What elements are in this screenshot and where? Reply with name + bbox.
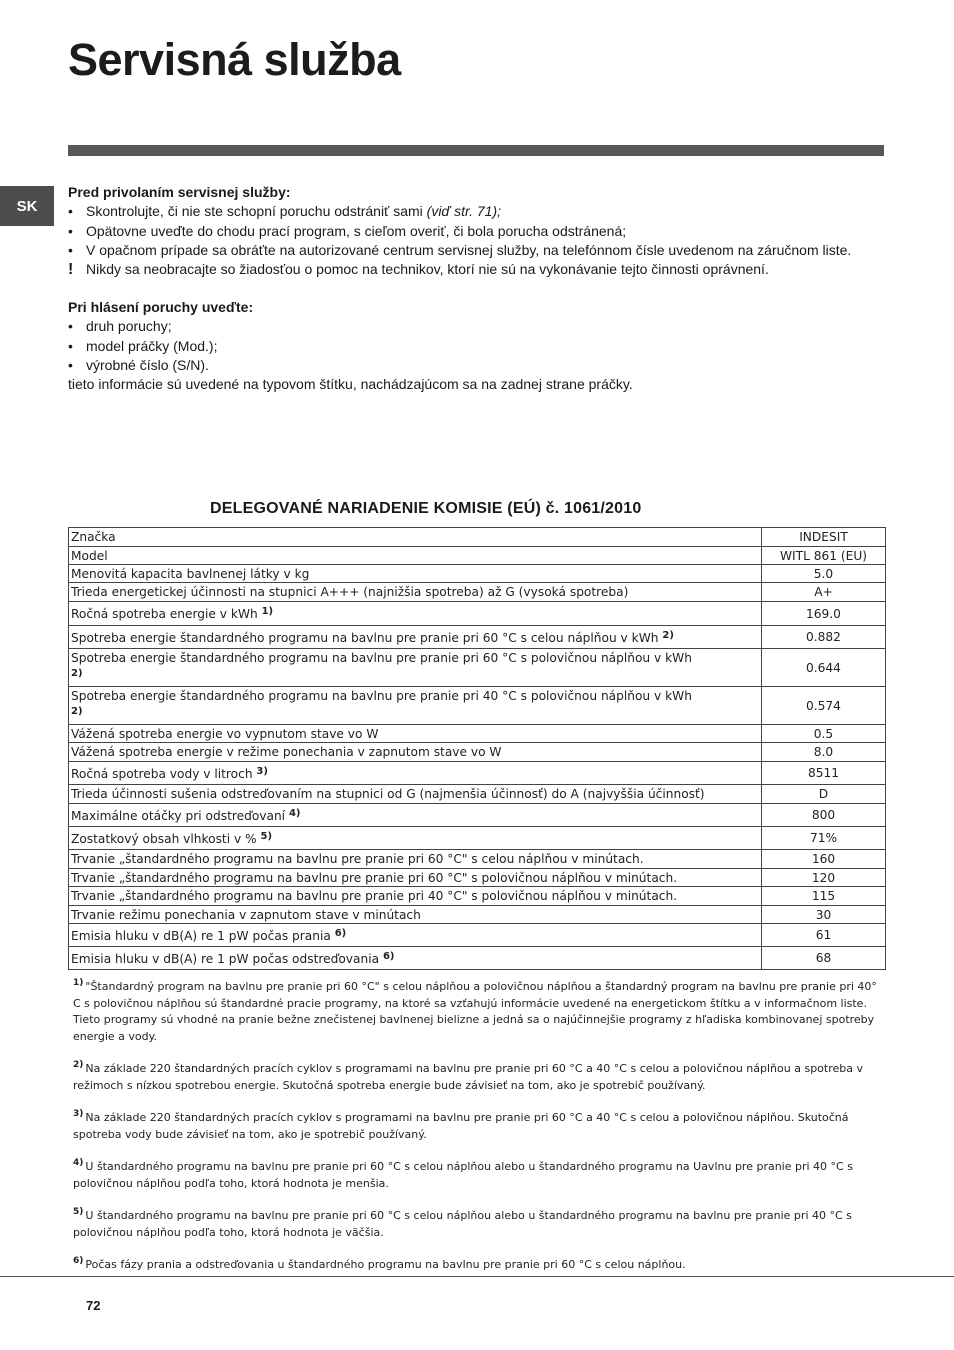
- row-label: Značka: [69, 528, 762, 547]
- list-item: • model práčky (Mod.);: [68, 337, 633, 356]
- table-row: [69, 565, 886, 583]
- warning-item: ! Nikdy sa neobracajte so žiadosťou o pomoc na technikov, ktorí nie sú na vykonávanie tejto činnosti oprávnení.: [68, 261, 769, 279]
- table-row: [69, 827, 886, 850]
- row-value: 68: [762, 947, 886, 970]
- footnote-mark: 2): [73, 1060, 84, 1070]
- page-title: Servisná služba: [68, 34, 401, 85]
- row-value: 169.0: [762, 602, 886, 626]
- row-label: Trvanie „štandardného programu na bavlnu pre pranie pri 60 °C" s celou náplňou v minútach.: [69, 850, 762, 869]
- bullet: •: [68, 222, 73, 239]
- table-row: [69, 602, 886, 626]
- row-label: Emisia hluku v dB(A) re 1 pW počas odstreďovania $^{6)}$: [69, 947, 762, 970]
- table-row: [69, 725, 886, 743]
- row-label: Trvanie „štandardného programu na bavlnu pre pranie pri 40 °C" s polovičnou náplňou v minútach.: [69, 887, 762, 906]
- row-value: 120: [762, 869, 886, 887]
- page-number: 72: [86, 1298, 101, 1313]
- title-divider: [68, 145, 884, 156]
- footnote-ref: 5): [260, 830, 273, 842]
- footnote-mark: 6): [73, 1256, 84, 1266]
- language-tab: SK: [0, 186, 54, 226]
- table-row: [69, 547, 886, 565]
- row-value: 160: [762, 850, 886, 869]
- footnote-ref: 1): [261, 606, 274, 617]
- footnotes: [73, 975, 883, 1286]
- row-value: 5.0: [762, 565, 886, 583]
- report-heading: Pri hlásení poruchy uveďte:: [68, 299, 254, 315]
- row-value: INDESIT: [762, 528, 886, 547]
- table-row: [69, 924, 886, 947]
- row-label: Menovitá kapacita bavlnenej látky v kg: [69, 565, 762, 583]
- bullet: •: [68, 356, 73, 373]
- footnote-mark: 3): [73, 1109, 84, 1119]
- row-value: 0.882: [762, 626, 886, 649]
- row-label: Ročná spotreba energie v kWh $^{1)}$: [69, 602, 762, 626]
- footnote: $^{5)}$ U štandardného programu na bavlnu pre pranie pri 60 °C s celou náplňou alebo u štandardného programu na bavlnu pre pranie pri 40 °C s polovičnou náplňou podľa toho, ktorá hodnota je väčšia.: [73, 1207, 852, 1239]
- table-row: [69, 785, 886, 804]
- report-section: [68, 298, 633, 394]
- row-label: Vážená spotreba energie v režime ponechania v zapnutom stave vo W: [69, 743, 762, 762]
- footnote-ref: 4): [288, 807, 301, 819]
- bullet: •: [68, 203, 73, 220]
- footnote: $^{6)}$ Počas fázy prania a odstreďovania u štandardného programu na bavlnu pre pranie pri 60 °C s celou náplňou.: [73, 1256, 686, 1271]
- row-value: 71%: [762, 827, 886, 850]
- table-row: [69, 869, 886, 887]
- row-value: 30: [762, 906, 886, 924]
- footnote-ref: 3): [256, 765, 268, 777]
- footer-divider: [0, 1276, 954, 1277]
- table-row: [69, 850, 886, 869]
- row-value: 0.574: [762, 687, 886, 725]
- list-item: • výrobné číslo (S/N).: [68, 356, 633, 375]
- report-note: tieto informácie sú uvedené na typovom štítku, nachádzajúcom sa na zadnej strane práčky.: [68, 376, 633, 393]
- table-row: [69, 762, 886, 785]
- row-value: WITL 861 (EU): [762, 547, 886, 565]
- footnote: $^{4)}$ U štandardného programu na bavlnu pre pranie pri 60 °C s celou náplňou alebo u štandardného programu na Uavlnu pre pranie pri 40 °C s polovičnou náplňou podľa toho, ktorá hodnota je menšia.: [73, 1158, 853, 1190]
- table-row: [69, 947, 886, 970]
- table-row: [69, 887, 886, 906]
- footnote-ref: 6): [334, 927, 347, 939]
- footnote-mark: 4): [73, 1158, 84, 1168]
- row-label: Trvanie „štandardného programu na bavlnu pre pranie pri 60 °C" s polovičnou náplňou v minútach.: [69, 869, 762, 887]
- footnote-mark: 1): [73, 978, 84, 988]
- bullet: •: [68, 318, 73, 335]
- row-label: Maximálne otáčky pri odstreďovaní $^{4)}$: [69, 804, 762, 827]
- footnote: $^{2)}$ Na základe 220 štandardných pracích cyklov s programami na bavlnu pre pranie pri 60 °C a 40 °C s celou a polovičnou náplňou a spotreba v režimoch s nízkou spotrebou energie. Skutočná spotreba energie bude závisieť na tom, ako je spotrebič používaný.: [73, 1060, 863, 1092]
- table-row: [69, 626, 886, 649]
- footnote-ref: 6): [382, 950, 395, 962]
- footnote-mark: 5): [73, 1207, 84, 1217]
- row-label: Spotreba energie štandardného programu na bavlnu pre pranie pri 60 °C s celou náplňou v kWh $^{2)}$: [69, 626, 762, 649]
- row-label: Zostatkový obsah vlhkosti v % $^{5)}$: [69, 827, 762, 850]
- table-row: [69, 804, 886, 827]
- row-value: 8511: [762, 762, 886, 785]
- row-value: 61: [762, 924, 886, 947]
- table-row: [69, 743, 886, 762]
- list-item: • druh poruchy;: [68, 317, 633, 336]
- footnote-ref: 2): [662, 629, 674, 641]
- before-call-heading: Pred privolaním servisnej služby:: [68, 184, 291, 200]
- bullet: •: [68, 241, 73, 258]
- row-label: Trvanie režimu ponechania v zapnutom stave v minútach: [69, 906, 762, 924]
- footnote-ref: 2): [71, 706, 83, 717]
- table-row: [69, 687, 886, 725]
- row-value: A+: [762, 583, 886, 602]
- warning-icon: !: [68, 261, 74, 279]
- row-label: Vážená spotreba energie vo vypnutom stave vo W: [69, 725, 762, 743]
- row-label: Trieda energetickej účinnosti na stupnici A+++ (najnižšia spotreba) až G (vysoká spotreba): [69, 583, 762, 602]
- table-row: [69, 528, 886, 547]
- row-value: 0.5: [762, 725, 886, 743]
- row-value: D: [762, 785, 886, 804]
- regulation-title: DELEGOVANÉ NARIADENIE KOMISIE (EÚ) č. 1061/2010: [210, 500, 642, 517]
- row-label: Model: [69, 547, 762, 565]
- row-value: 800: [762, 804, 886, 827]
- row-label: Emisia hluku v dB(A) re 1 pW počas prania $^{6)}$: [69, 924, 762, 947]
- row-label: Spotreba energie štandardného programu na bavlnu pre pranie pri 40 °C s polovičnou náplňou v kWh 2): [69, 687, 762, 725]
- page-reference: (viď str. 71);: [426, 203, 502, 220]
- row-value: 8.0: [762, 743, 886, 762]
- row-value: 0.644: [762, 649, 886, 687]
- row-label: Trieda účinnosti sušenia odstreďovaním na stupnici od G (najmenšia účinnosť) do A (najvyššia účinnosť): [69, 785, 762, 804]
- regulation-table: [68, 527, 886, 970]
- bullet: •: [68, 337, 73, 354]
- list-item: • Opätovne uveďte do chodu prací program, s cieľom overiť, či bola porucha odstránená;: [68, 222, 851, 241]
- row-label: Ročná spotreba vody v litroch $^{3)}$: [69, 762, 762, 785]
- before-call-section: [68, 183, 851, 279]
- footnote-ref: 2): [71, 668, 83, 679]
- footnote: $^{3)}$ Na základe 220 štandardných pracích cyklov s programami na bavlnu pre pranie pri 60 °C a 40 °C s celou a polovičnou náplňou. Skutočná spotreba vody bude závisieť na tom, ako je spotrebič používaný.: [73, 1109, 849, 1141]
- row-value: 115: [762, 887, 886, 906]
- table-row: [69, 906, 886, 924]
- list-item: • Skontrolujte, či nie ste schopní poruchu odstrániť sami (viď str. 71);: [68, 202, 851, 221]
- table-row: [69, 649, 886, 687]
- table-row: [69, 583, 886, 602]
- footnote: $^{1)}$ "Štandardný program na bavlnu pre pranie pri 60 °C" s celou náplňou a polovičnou náplňou a štandardný program na bavlnu pre pranie pri 40° C s polovičnou náplňou sú štandardné pracie programy, na ktoré sa vzťahujú informácie uvedené na energetickom štítku a v informačnom liste. Tieto programy sú vhodné na pranie bežne znečistenej bavlnenej bielizne a jedná sa o najúčinnejšie programy z hľadiska kombinovanej spotreby energie a vody.: [73, 978, 877, 1043]
- list-item: • V opačnom prípade sa obráťte na autorizované centrum servisnej služby, na telefónnom čísle uvedenom na záručnom liste.: [68, 241, 851, 260]
- row-label: Spotreba energie štandardného programu na bavlnu pre pranie pri 60 °C s polovičnou náplňou v kWh 2): [69, 649, 762, 687]
